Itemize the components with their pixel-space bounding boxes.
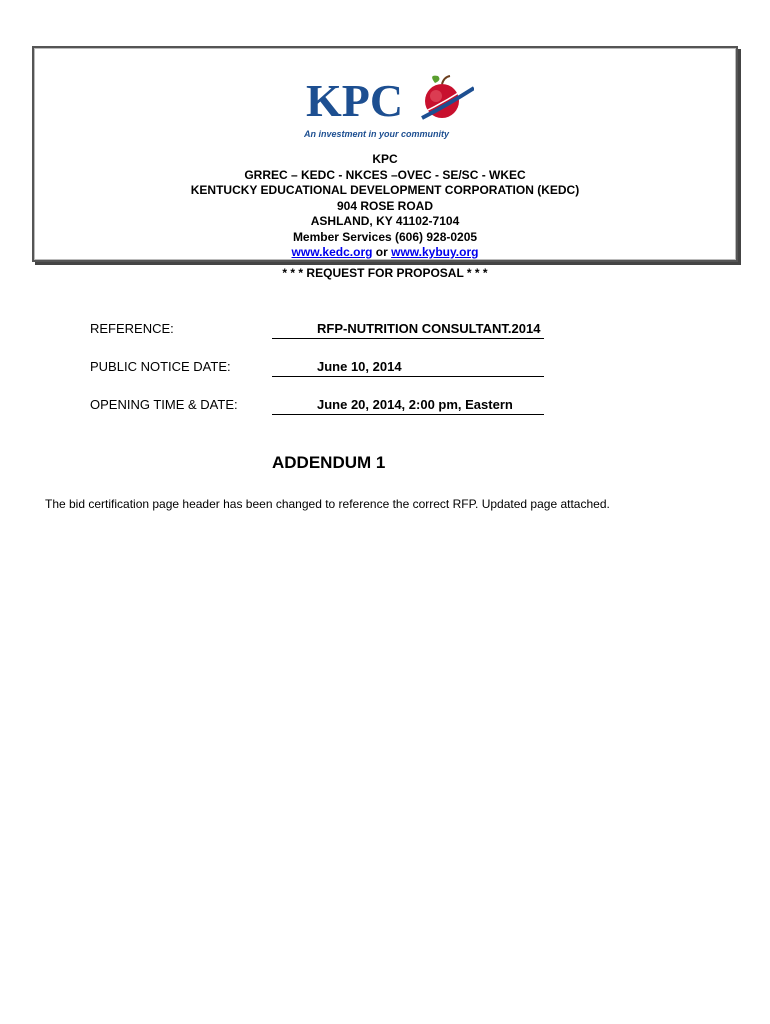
addendum-note: The bid certification page header has been changed to reference the correct RFP. Updated page attached. <box>45 497 610 511</box>
reference-label: REFERENCE: <box>90 321 174 336</box>
phone-line: Member Services (606) 928-0205 <box>292 229 478 244</box>
street-address: 904 ROSE ROAD <box>336 198 434 213</box>
kybuy-link[interactable]: www.kybuy.org <box>391 245 479 259</box>
logo-tagline: An investment in your community <box>304 129 450 139</box>
org-short: KPC <box>372 152 398 166</box>
opening-value: June 20, 2014, 2:00 pm, Eastern <box>317 397 513 412</box>
rfp-title: * * * REQUEST FOR PROPOSAL * * * <box>282 266 488 280</box>
cooperatives-line: GRREC – KEDC - NKCES –OVEC - SE/SC - WKEC <box>244 167 526 182</box>
opening-value-line <box>272 397 544 415</box>
city-state-zip: ASHLAND, KY 41102-7104 <box>310 214 460 228</box>
notice-value-line <box>272 359 544 377</box>
addendum-title: ADDENDUM 1 <box>272 453 386 472</box>
kpc-logo <box>304 74 474 144</box>
reference-value: RFP-NUTRITION CONSULTANT.2014 <box>317 321 541 336</box>
reference-value-line <box>272 321 544 339</box>
letterhead-box <box>32 46 738 262</box>
org-full-name: KENTUCKY EDUCATIONAL DEVELOPMENT CORPORATION (KEDC) <box>190 183 580 197</box>
letterhead-text <box>34 152 736 261</box>
notice-label: PUBLIC NOTICE DATE: <box>90 359 231 374</box>
opening-label: OPENING TIME & DATE: <box>90 397 238 412</box>
notice-value: June 10, 2014 <box>317 359 402 374</box>
apple-icon <box>420 76 474 118</box>
links-line <box>34 245 736 261</box>
kedc-link[interactable]: www.kedc.org <box>291 245 373 259</box>
logo-text: KPC <box>306 75 404 126</box>
link-separator: or <box>372 245 392 259</box>
